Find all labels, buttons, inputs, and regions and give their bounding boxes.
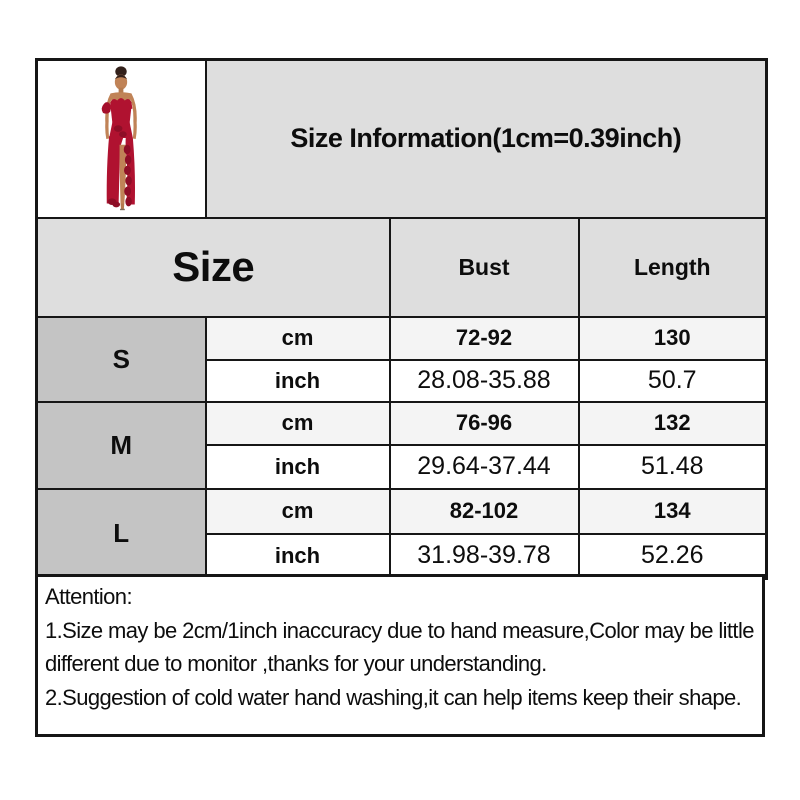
attention-note <box>35 574 765 737</box>
model-head <box>115 66 127 94</box>
column-header-bust <box>390 218 579 317</box>
size-label-s: S <box>37 317 206 402</box>
length-header-label: Length <box>633 253 711 280</box>
unit-label-cm: cm <box>206 402 390 445</box>
bust-value-l-cm: 82-102 <box>390 489 579 534</box>
size-label-l: L <box>37 489 206 579</box>
length-value-l-cm: 134 <box>579 489 767 534</box>
unit-label-inch: inch <box>206 534 390 579</box>
column-header-size <box>37 218 390 317</box>
leg-in-slit <box>120 144 126 203</box>
column-header-length <box>579 218 767 317</box>
attention-line-1: 1.Size may be 2cm/1inch inaccuracy due to hand measure,Color may be little <box>45 617 754 643</box>
bust-value-l-inch: 31.98-39.78 <box>390 534 579 579</box>
size-label-m: M <box>37 402 206 489</box>
attention-line-3: 2.Suggestion of cold water hand washing,it can help items keep their shape. <box>45 684 742 710</box>
dress-model-illustration <box>68 64 174 214</box>
product-photo-cell <box>37 60 206 218</box>
bust-value-m-inch: 29.64-37.44 <box>390 445 579 489</box>
unit-label-cm: cm <box>206 317 390 360</box>
attention-title: Attention: <box>45 584 132 609</box>
bust-header-label: Bust <box>458 253 510 280</box>
unit-label-cm: cm <box>206 489 390 534</box>
bust-value-m-cm: 76-96 <box>390 402 579 445</box>
bust-value-s-cm: 72-92 <box>390 317 579 360</box>
size-info-title: Size Information(1cm=0.39inch) <box>290 123 682 154</box>
length-value-l-inch: 52.26 <box>579 534 767 579</box>
unit-label-inch: inch <box>206 360 390 402</box>
bust-value-s-inch: 28.08-35.88 <box>390 360 579 402</box>
length-value-m-cm: 132 <box>579 402 767 445</box>
length-value-m-inch: 51.48 <box>579 445 767 489</box>
attention-line-2: different due to monitor ,thanks for your understanding. <box>45 651 547 676</box>
product-photo <box>38 64 205 214</box>
size-table <box>35 58 768 580</box>
shoe <box>121 203 125 209</box>
size-header-label: Size <box>172 243 255 290</box>
size-info-header <box>206 60 767 218</box>
length-value-s-cm: 130 <box>579 317 767 360</box>
unit-label-inch: inch <box>206 445 390 489</box>
length-value-s-inch: 50.7 <box>579 360 767 402</box>
